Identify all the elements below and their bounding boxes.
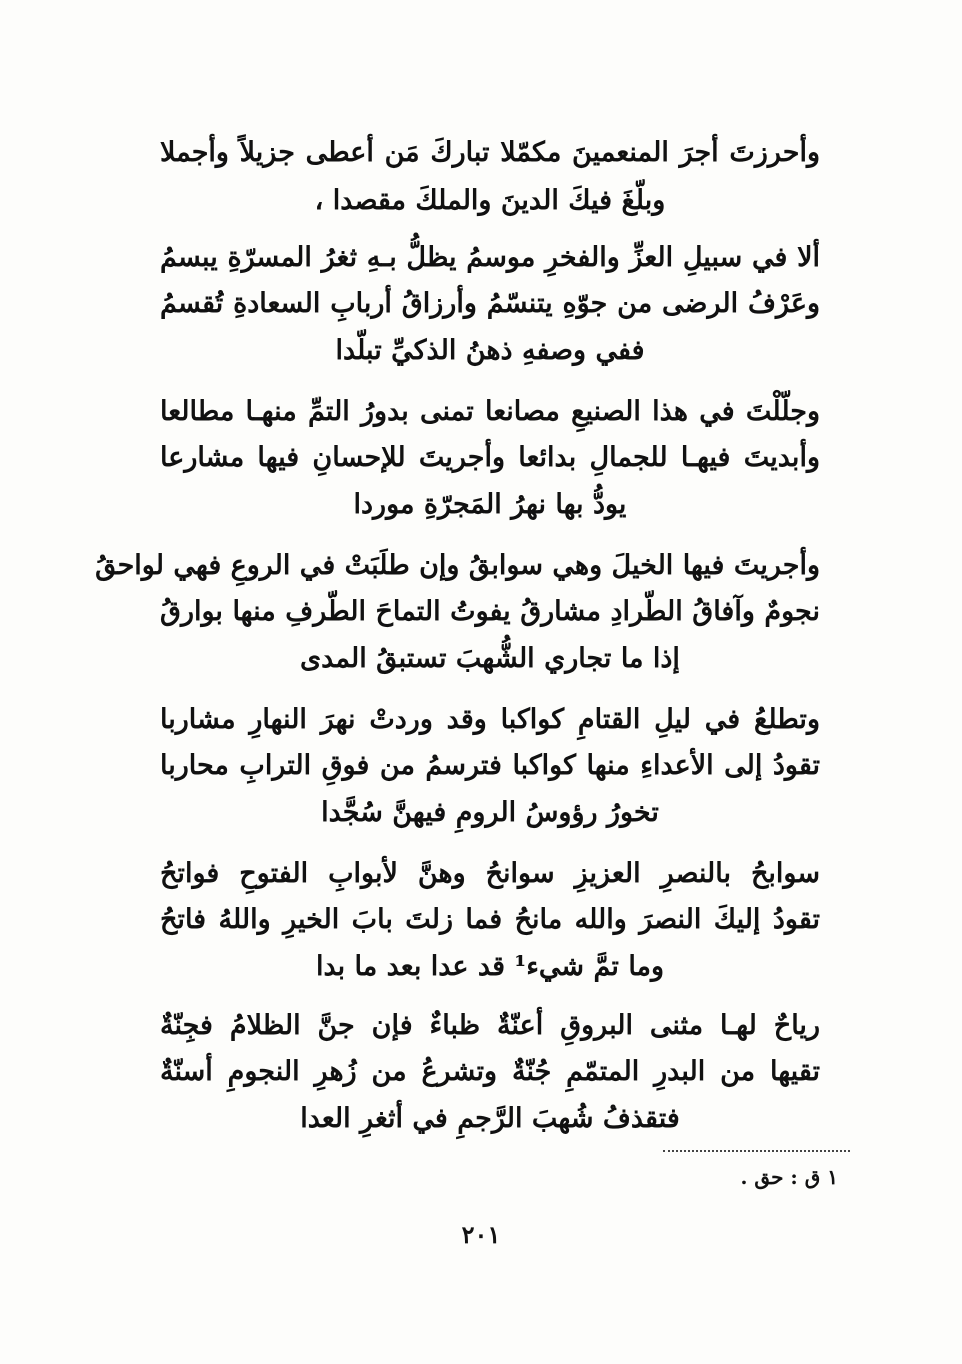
footnote: ١ ق : حق .	[740, 1165, 838, 1189]
verse-refrain: يودُّ بها نهرُ المَجرّةِ موردا	[353, 489, 627, 520]
verse-line: تقيها من البدرِ المتمّمِ جُنّةٌ وتشرعُ من زُهرِ النجومِ أسنّةٌ	[160, 1056, 820, 1087]
verse-refrain: فتقذفُ شُهبَ الرَّجمِ في أثغرِ العدا	[300, 1103, 680, 1134]
verse-refrain: ففي وصفهِ ذهنُ الذكيِّ تبلّدا	[335, 335, 645, 366]
page-number: ٢٠١	[461, 1220, 501, 1249]
verse-line: نجومٌ وآفاقُ الطّرادِ مشارقُ يفوتُ التماحَ الطّرفِ منها بوارقُ	[160, 596, 820, 627]
verse-line: تقودُ إلى الأعداءِ منها كواكبا فترسمُ من فوقِ الترابِ محاربا	[160, 750, 820, 781]
verse-line: وجلّلْتَ في هذا الصنيعِ مصانعا تمنى بدورُ التمِّ منهـا مطالعا	[160, 396, 820, 427]
verse-line: ألا في سبيلِ العزِّ والفخرِ موسمُ يظلُّ بـهِ ثغرُ المسرّةِ يبسمُ	[160, 242, 820, 273]
verse-line: وتطلعُ في ليلِ القتامِ كواكبا وقد وردتْ نهرَ النهارِ مشاربا	[160, 704, 820, 735]
footnote-divider	[663, 1150, 850, 1152]
verse-line: وأجريتَ فيها الخيلَ وهي سوابقُ وإن طلَبَتْ في الروعِ فهي لواحقُ	[95, 550, 820, 581]
verse-line: وأبديتَ فيهـا للجمالِ بدائعا وأجريتَ للإحسانِ فيها مشارعا	[160, 442, 820, 473]
verse-line: رياحٌ لهـا مثنى البروقِ أعنّةٌ ظباءٌ فإن جنَّ الظلامُ فجِنّةٌ	[160, 1010, 820, 1041]
verse-line: تقودُ إليكَ النصرَ والله مانحُ فما زلتَ بابَ الخيرِ واللهُ فاتحُ	[160, 904, 820, 935]
verse-line: وأحرزتَ أجرَ المنعمينَ مكمّلا تباركَ مَن أعطى جزيلاً وأجملا	[160, 137, 820, 168]
verse-line: سوابحُ بالنصرِ العزيزِ سوانحُ وهنَّ لأبوابِ الفتوحِ فواتحُ	[160, 858, 820, 889]
verse-refrain: تخورُ رؤوسُ الرومِ فيهنَّ سُجَّدا	[321, 797, 659, 828]
verse-line: وعَرْفُ الرضى من جوّهِ يتنسّمُ وأرزاقُ أربابِ السعادةِ تُقسمُ	[160, 288, 820, 319]
verse-refrain: وما تمَّ شيء¹ قد عدا بعد ما بدا	[315, 951, 665, 982]
verse-refrain: وبلّغَ فيكَ الدينَ والملكَ مقصدا ،	[314, 185, 666, 216]
verse-refrain: إذا ما تجاري الشُّهبَ تستبقُ المدى	[300, 643, 680, 674]
